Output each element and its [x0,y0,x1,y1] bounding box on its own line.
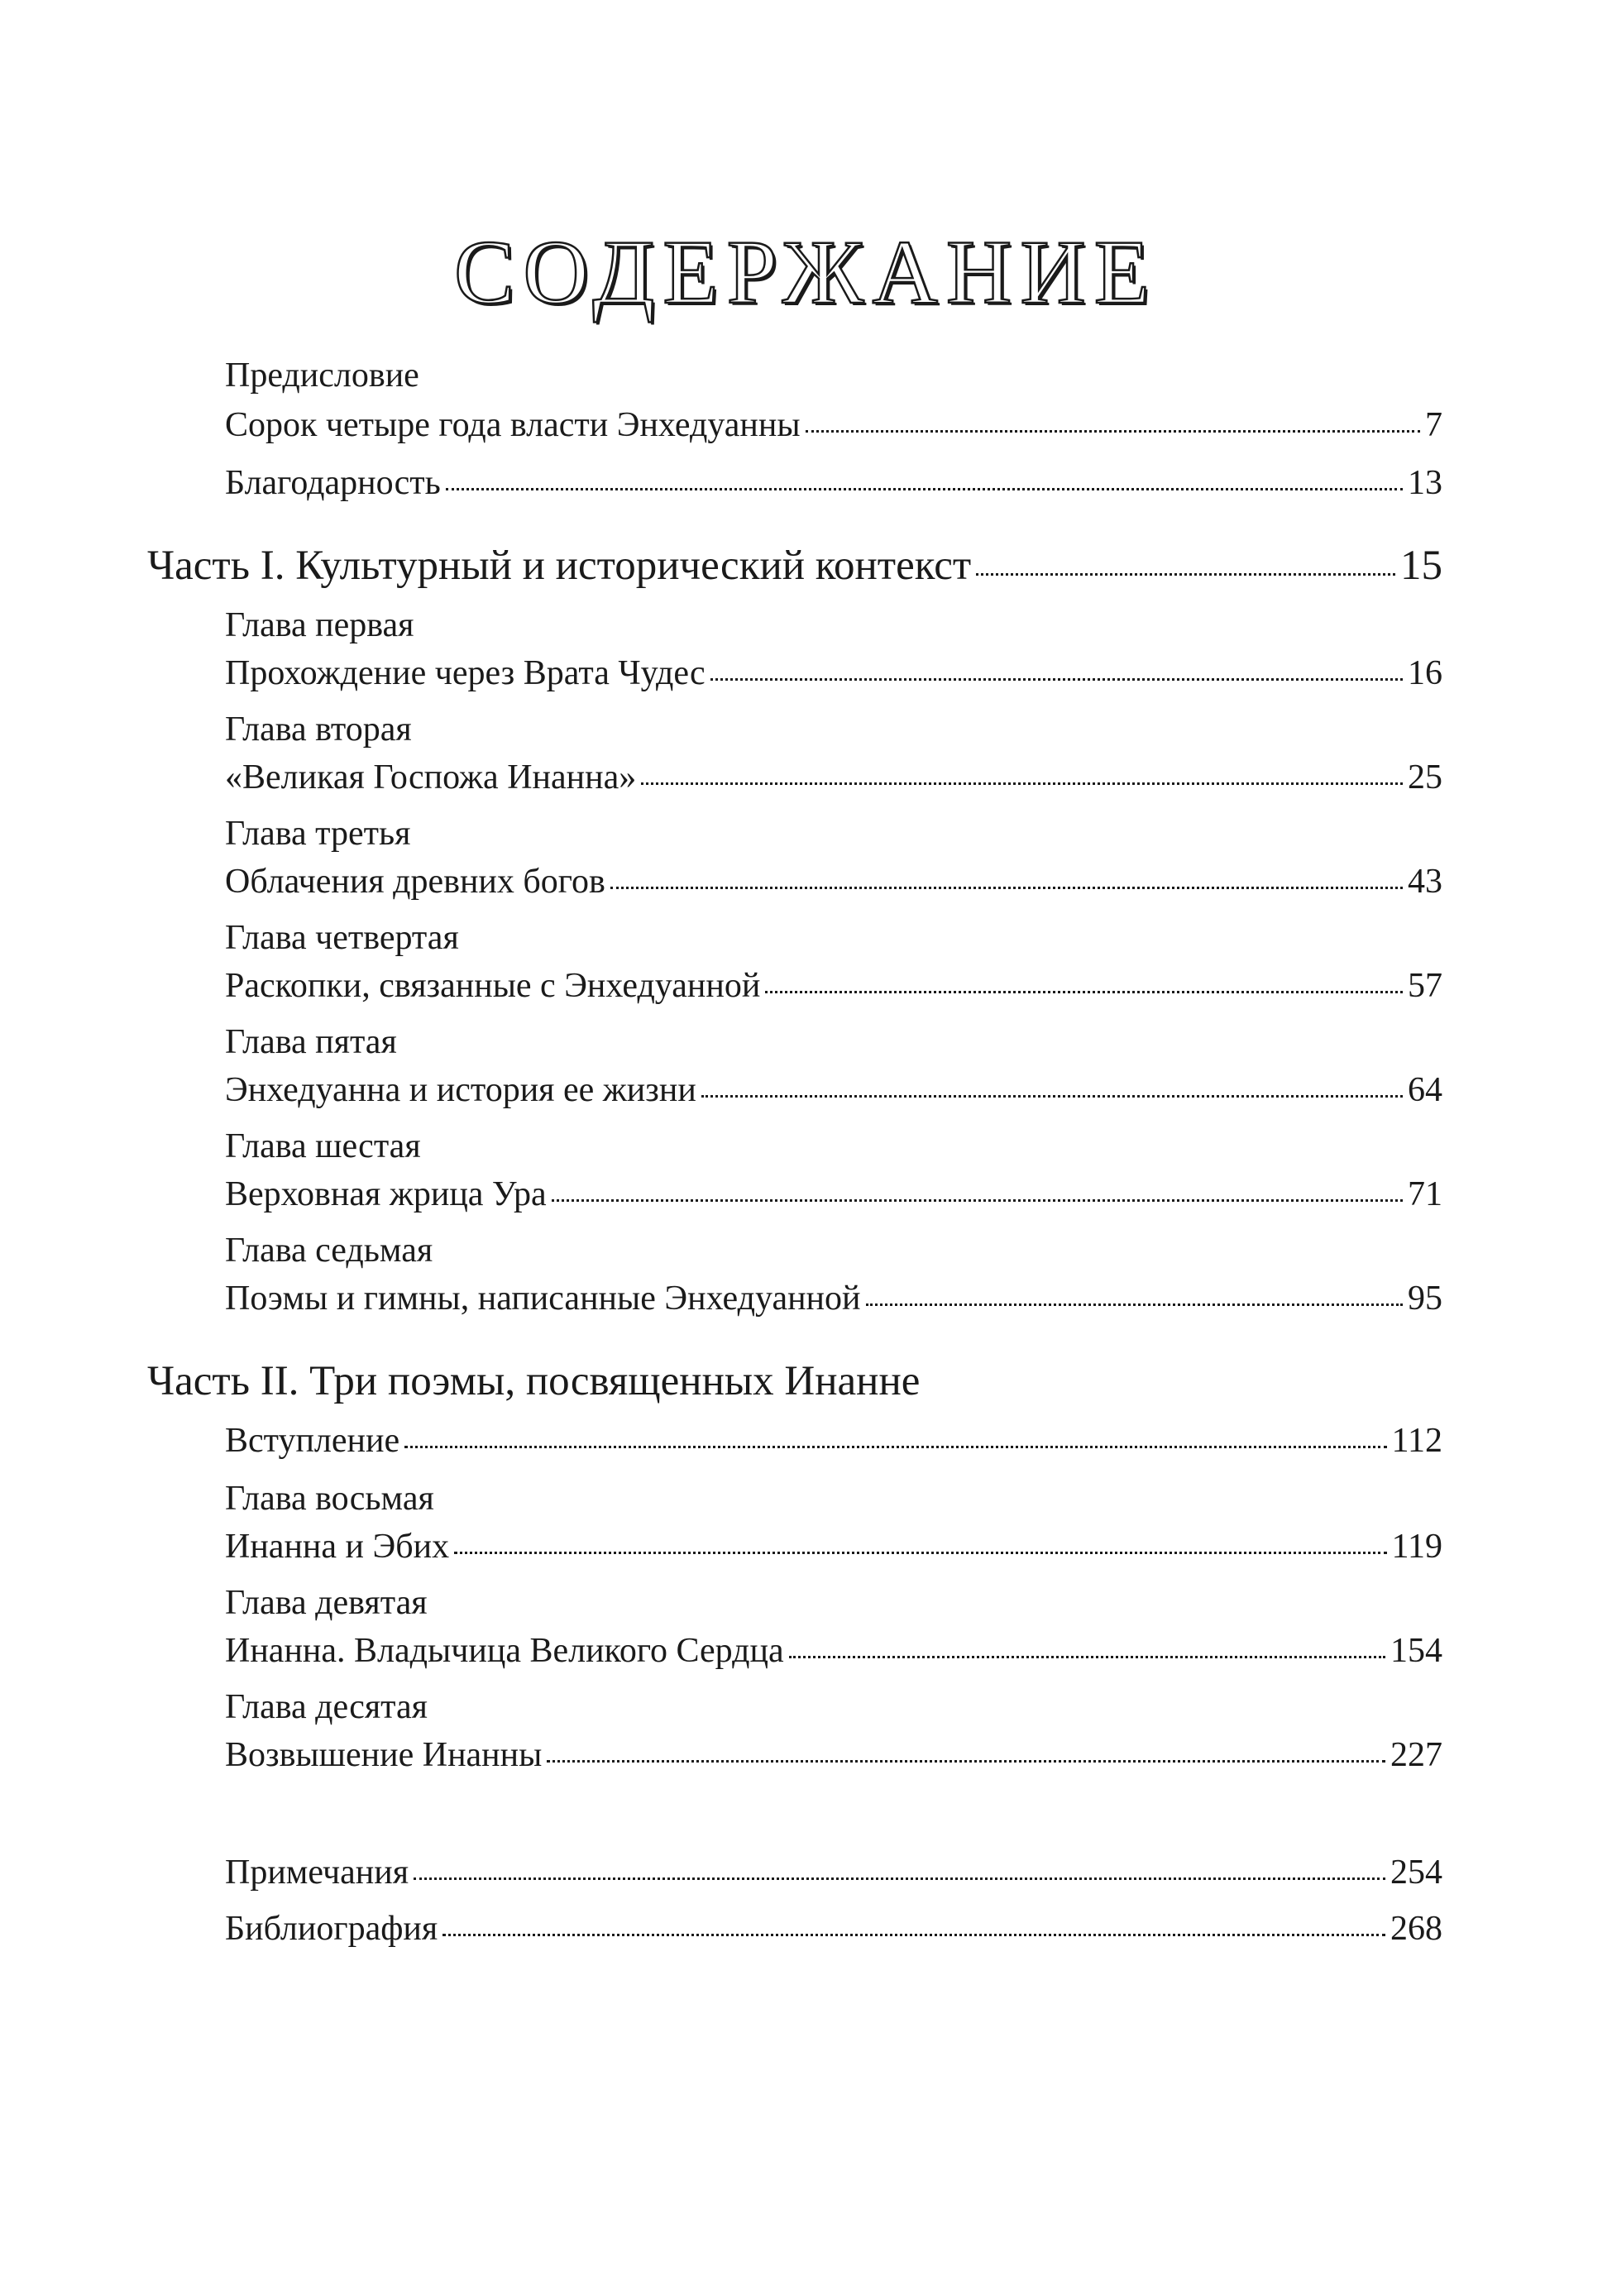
toc-part-title: Часть I. Культурный и исторический контекст [147,543,972,589]
toc-entry-title: Облачения древних богов [225,863,605,901]
dot-leader [976,572,1395,576]
toc-heading-label: Глава вторая [225,710,412,749]
toc-heading-ch4 [225,915,1442,961]
toc-heading-ch10 [225,1684,1442,1730]
toc-page-number: 119 [1391,1528,1442,1566]
toc-heading-ch9 [225,1580,1442,1626]
toc-page-number: 7 [1425,406,1442,444]
toc-page-number: 64 [1408,1071,1442,1109]
toc-entry-ch4[interactable] [225,963,1442,1009]
dot-leader [789,1655,1385,1658]
toc-heading-ch2 [225,706,1442,753]
toc-entry-ch2[interactable] [225,754,1442,801]
toc-page-number: 16 [1408,654,1442,692]
toc-entry-title: Поэмы и гимны, написанные Энхедуанной [225,1280,861,1318]
toc-entry-preface[interactable] [225,402,1442,448]
toc-entry-ch10[interactable] [225,1732,1442,1778]
toc-entry-title: Раскопки, связанные с Энхедуанной [225,967,761,1005]
toc-heading-ch3 [225,811,1442,857]
dot-leader [446,487,1403,490]
dot-leader [442,1933,1385,1936]
toc-heading-label: Глава девятая [225,1584,428,1622]
toc-entry-ch9[interactable] [225,1628,1442,1674]
toc-entry-title: Вступление [225,1422,400,1460]
toc-page-number: 254 [1390,1854,1442,1892]
dot-leader [641,782,1403,785]
toc-heading-label: Глава пятая [225,1023,397,1061]
dot-leader [404,1445,1386,1448]
dot-leader [610,886,1403,889]
toc-entry-title: Возвышение Инанны [225,1736,543,1774]
toc-page-number: 95 [1408,1280,1442,1318]
toc-entry-notes[interactable] [225,1849,1442,1896]
toc-page-number: 227 [1390,1736,1442,1774]
toc-page-number: 154 [1390,1632,1442,1670]
dot-leader [710,677,1403,681]
toc-entry-ch1[interactable] [225,650,1442,696]
toc-entry-ch3[interactable] [225,859,1442,905]
toc-entry-title: Инанна. Владычица Великого Сердца [225,1632,784,1670]
dot-leader [701,1094,1403,1098]
toc-entry-title: Прохождение через Врата Чудес [225,654,706,692]
toc-entry-ch7[interactable] [225,1275,1442,1322]
dot-leader [414,1877,1385,1880]
toc-page-number: 57 [1408,967,1442,1005]
toc-page-number: 43 [1408,863,1442,901]
toc-heading-ch5 [225,1019,1442,1065]
toc-entry-title: Благодарность [225,464,441,502]
toc-page-number: 15 [1400,543,1442,589]
toc-entry-title: Сорок четыре года власти Энхедуанны [225,406,801,444]
toc-entry-intro[interactable] [225,1418,1442,1464]
toc-heading-ch7 [225,1227,1442,1274]
dot-leader [454,1551,1386,1554]
toc-entry-title: «Великая Госпожа Инанна» [225,758,637,796]
toc-entry-thanks[interactable] [225,460,1442,506]
toc-page-number: 268 [1390,1910,1442,1948]
toc-page-number: 112 [1391,1422,1442,1460]
dot-leader [552,1198,1403,1202]
toc-entry-title: Инанна и Эбих [225,1528,450,1566]
toc-entry-ch5[interactable] [225,1067,1442,1113]
toc-heading-label: Глава восьмая [225,1480,434,1518]
dot-leader [806,429,1420,433]
toc-part-title: Часть II. Три поэмы, посвященных Инанне [147,1358,921,1404]
dot-leader [547,1759,1385,1763]
toc-heading-label: Глава шестая [225,1127,421,1165]
toc-entry-bibliography[interactable] [225,1906,1442,1952]
toc-entry-ch8[interactable] [225,1523,1442,1570]
toc-heading-label: Предисловие [225,356,419,395]
toc-page-number: 71 [1408,1175,1442,1213]
dot-leader [866,1303,1403,1306]
toc-heading-preface [225,352,1442,399]
toc-entry-title: Энхедуанна и история ее жизни [225,1071,696,1109]
toc-heading-ch1 [225,602,1442,648]
toc-part-2[interactable] [147,1355,1442,1408]
toc-entry-ch6[interactable] [225,1171,1442,1217]
toc-heading-ch6 [225,1123,1442,1170]
toc-page-number: 25 [1408,758,1442,796]
page-title: СОДЕРЖАНИЕ [454,221,1158,323]
toc-heading-ch8 [225,1476,1442,1522]
toc-heading-label: Глава седьмая [225,1232,433,1270]
dot-leader [765,990,1403,993]
toc-heading-label: Глава первая [225,606,414,644]
toc-page-number: 13 [1408,464,1442,502]
toc-entry-title: Примечания [225,1854,409,1892]
toc-entry-title: Библиография [225,1910,438,1948]
toc-part-1[interactable] [147,539,1442,592]
toc-heading-label: Глава десятая [225,1688,428,1726]
toc-entry-title: Верховная жрица Ура [225,1175,547,1213]
toc-heading-label: Глава четвертая [225,919,459,957]
toc-heading-label: Глава третья [225,815,411,853]
